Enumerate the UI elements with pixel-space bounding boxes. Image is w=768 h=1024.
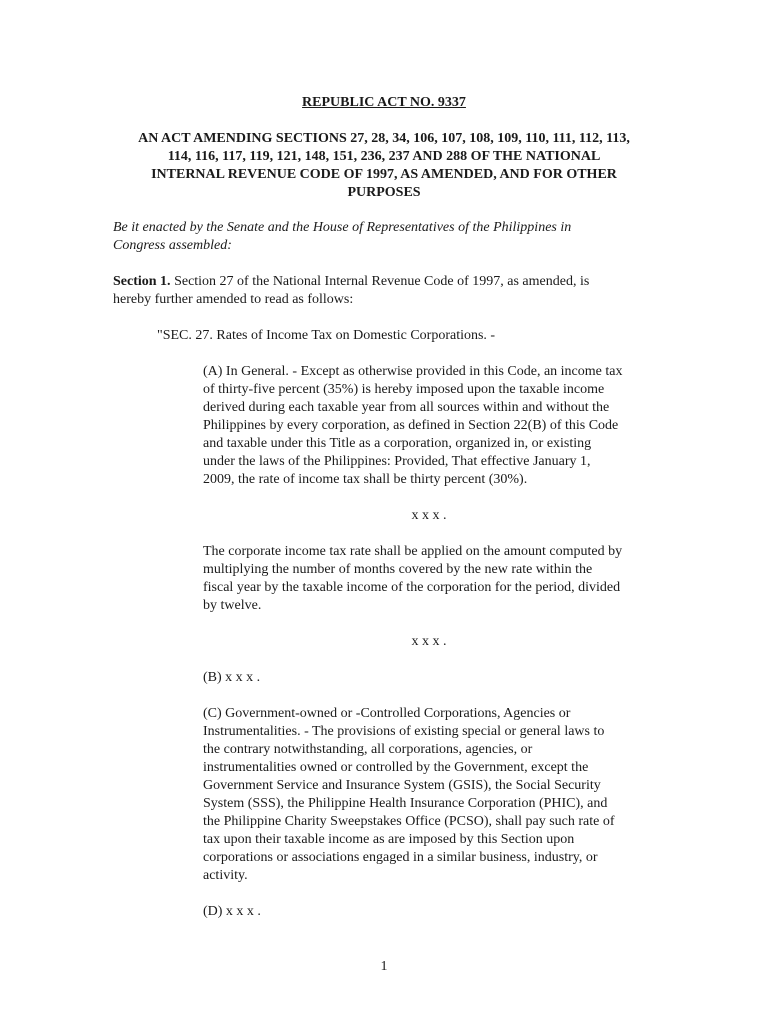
ellipsis-marker: x x x . bbox=[411, 508, 447, 523]
act-subtitle bbox=[110, 130, 658, 202]
paragraph-c-line: instrumentalities owned or controlled by the Government, except the bbox=[203, 760, 589, 775]
subtitle-line: INTERNAL REVENUE CODE OF 1997, AS AMENDED, AND FOR OTHER bbox=[151, 167, 617, 182]
paragraph-a-line: and taxable under this Title as a corporation, organized in, or existing bbox=[203, 436, 592, 451]
paragraph-c-line: System (SSS), the Philippine Health Insurance Corporation (PHIC), and bbox=[203, 796, 608, 811]
paragraph-rate bbox=[203, 543, 673, 615]
paragraph-rate-line: multiplying the number of months covered by the new rate within the bbox=[203, 562, 593, 577]
paragraph-d: (D) x x x . bbox=[203, 904, 261, 919]
section-1-paragraph bbox=[113, 273, 673, 309]
paragraph-a-line: of thirty-five percent (35%) is hereby imposed upon the taxable income bbox=[203, 382, 605, 397]
section-1-text: Section 27 of the National Internal Revenue Code of 1997, as amended, is bbox=[170, 274, 590, 289]
paragraph-a-line: derived during each taxable year from all sources within and without the bbox=[203, 400, 610, 415]
paragraph-rate-line: The corporate income tax rate shall be applied on the amount computed by bbox=[203, 544, 623, 559]
enactment-line: Be it enacted by the Senate and the House of Representatives of the Philippines in bbox=[113, 220, 572, 235]
paragraph-a-line: Philippines by every corporation, as defined in Section 22(B) of this Code bbox=[203, 418, 619, 433]
paragraph-a-line: 2009, the rate of income tax shall be thirty percent (30%). bbox=[203, 472, 528, 487]
paragraph-c-line: Government Service and Insurance System (GSIS), the Social Security bbox=[203, 778, 601, 793]
paragraph-rate-line: by twelve. bbox=[203, 598, 262, 613]
paragraph-c-line: corporations or associations engaged in a similar business, industry, or bbox=[203, 850, 598, 865]
paragraph-a-line: (A) In General. - Except as otherwise provided in this Code, an income tax bbox=[203, 364, 623, 379]
ellipsis-marker: x x x . bbox=[411, 634, 447, 649]
section-1-line bbox=[113, 273, 673, 291]
document-title: REPUBLIC ACT NO. 9337 bbox=[302, 95, 466, 110]
paragraph-c bbox=[203, 705, 673, 885]
subtitle-line: AN ACT AMENDING SECTIONS 27, 28, 34, 106, 107, 108, 109, 110, 111, 112, 113, bbox=[138, 131, 630, 146]
paragraph-b: (B) x x x . bbox=[203, 670, 261, 685]
paragraph-c-line: activity. bbox=[203, 868, 248, 883]
subtitle-line: PURPOSES bbox=[347, 185, 421, 200]
paragraph-c-line: Instrumentalities. - The provisions of existing special or general laws to bbox=[203, 724, 605, 739]
section-1-heading: Section 1. bbox=[113, 274, 171, 289]
paragraph-c-line: the Philippine Charity Sweepstakes Office (PCSO), shall pay such rate of bbox=[203, 814, 615, 829]
paragraph-c-line: (C) Government-owned or -Controlled Corporations, Agencies or bbox=[203, 706, 571, 721]
enactment-clause bbox=[113, 219, 653, 255]
paragraph-c-line: tax upon their taxable income as are imposed by this Section upon bbox=[203, 832, 575, 847]
sec-27-heading: "SEC. 27. Rates of Income Tax on Domestic Corporations. - bbox=[157, 328, 496, 343]
section-1-line: hereby further amended to read as follows: bbox=[113, 292, 354, 307]
paragraph-a bbox=[203, 363, 673, 489]
page-number: 1 bbox=[380, 959, 388, 974]
paragraph-rate-line: fiscal year by the taxable income of the corporation for the period, divided bbox=[203, 580, 621, 595]
paragraph-c-line: the contrary notwithstanding, all corporations, agencies, or bbox=[203, 742, 533, 757]
paragraph-a-line: under the laws of the Philippines: Provided, That effective January 1, bbox=[203, 454, 591, 469]
enactment-line: Congress assembled: bbox=[113, 238, 232, 253]
subtitle-line: 114, 116, 117, 119, 121, 148, 151, 236, 237 AND 288 OF THE NATIONAL bbox=[167, 149, 601, 164]
